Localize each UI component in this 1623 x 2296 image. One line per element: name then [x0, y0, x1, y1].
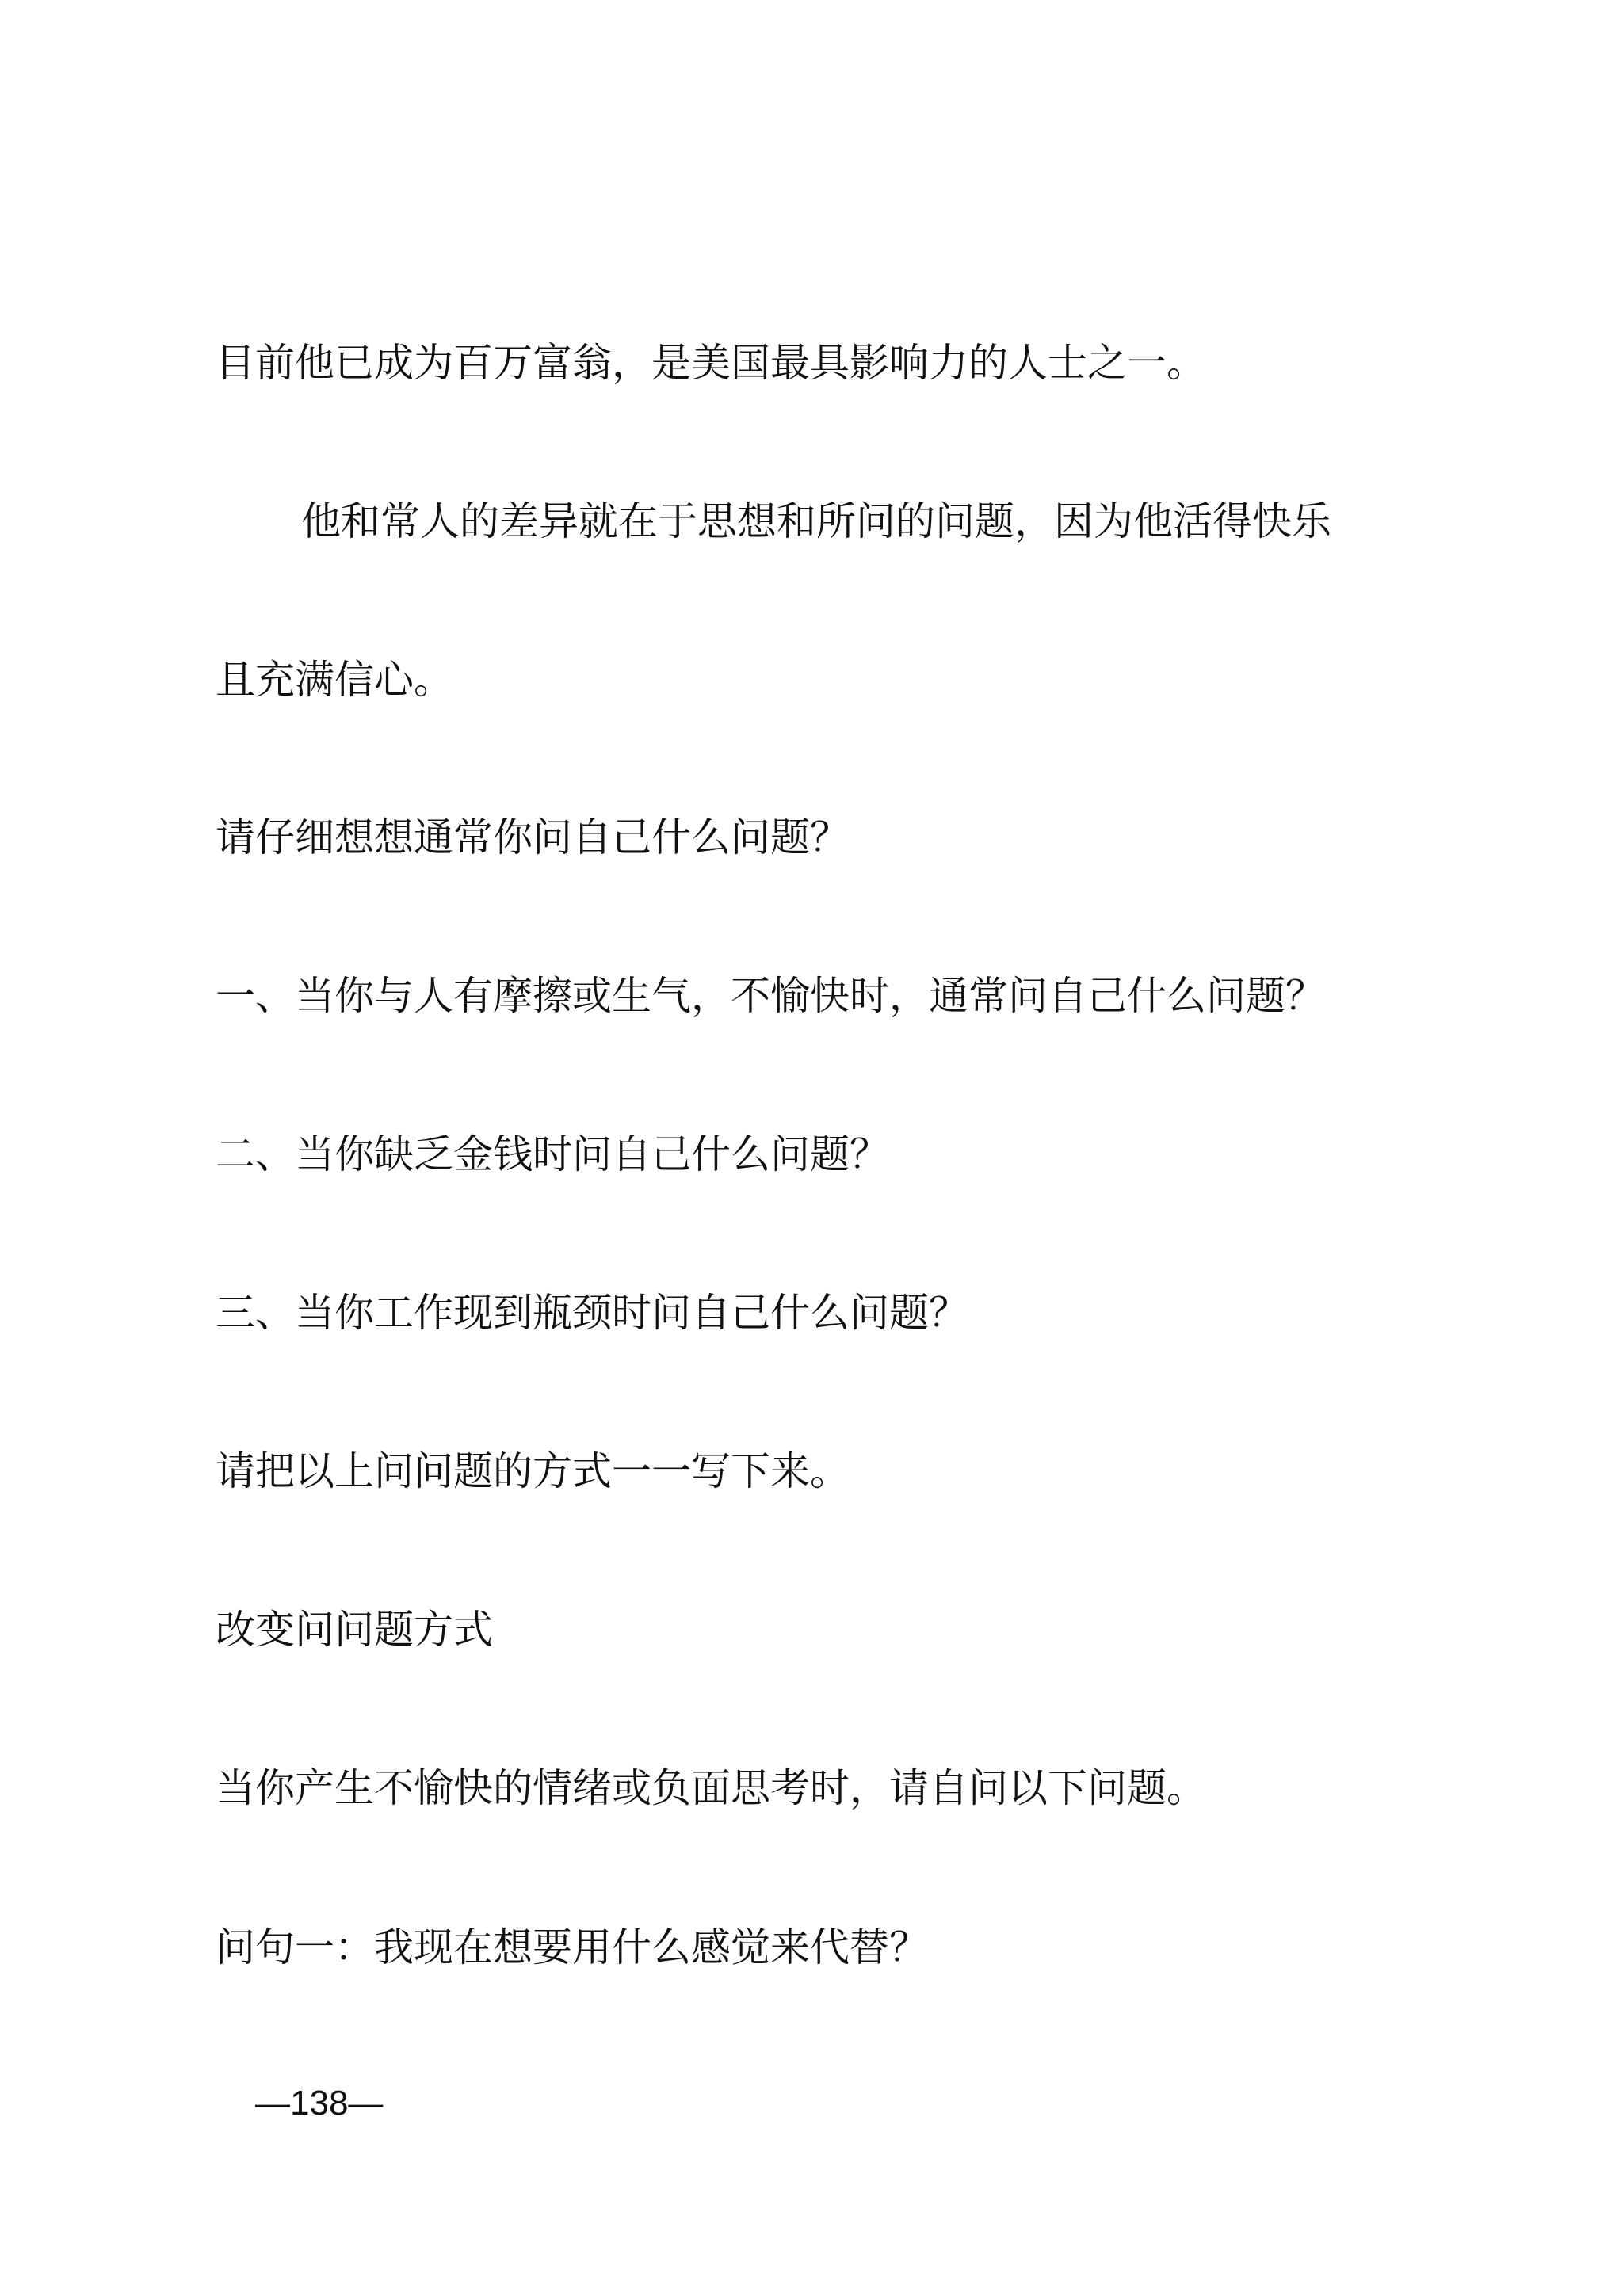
- text-line: 改变问问题方式: [216, 1607, 493, 1653]
- text-line: 且充满信心。: [216, 657, 453, 703]
- text-line: 问句一：我现在想要用什么感觉来代替？: [216, 1924, 929, 1970]
- page-number: —138—: [255, 2084, 384, 2122]
- text-line: 三、当你工作现到瓶颈时问自己什么问题？: [216, 1290, 968, 1336]
- text-line: 目前他已成为百万富翁，是美国最具影响力的人士之一。: [216, 340, 1206, 386]
- text-line: 他和常人的差异就在于思想和所问的问题，因为他活得快乐: [301, 498, 1331, 544]
- text-line: 请把以上问问题的方式一一写下来。: [216, 1448, 850, 1494]
- text-line: 一、当你与人有摩擦或生气，不愉快时，通常问自己什么问题？: [216, 973, 1325, 1019]
- text-line: 二、当你缺乏金钱时问自己什么问题？: [216, 1131, 889, 1177]
- text-line: 请仔细想想通常你问自己什么问题？: [216, 814, 850, 860]
- text-line: 当你产生不愉快的情绪或负面思考时，请自问以下问题。: [216, 1765, 1206, 1811]
